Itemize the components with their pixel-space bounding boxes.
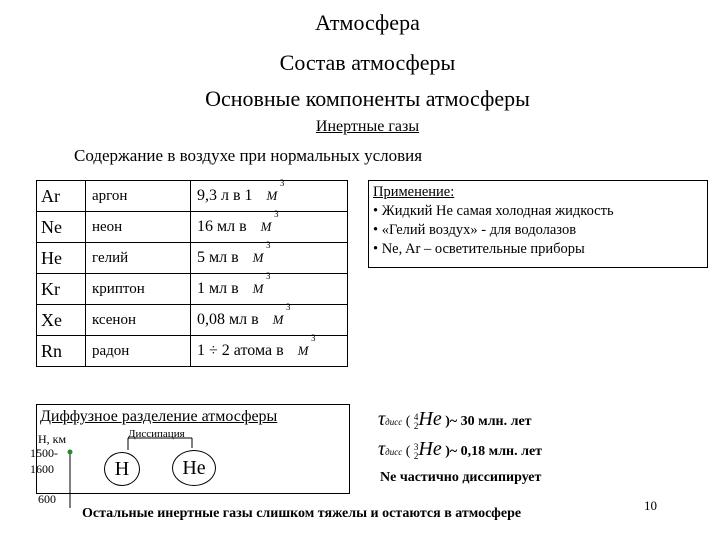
footer-note: Остальные инертные газы слишком тяжелы и остаются в атмосфере [82, 506, 522, 521]
tau-symbol: τ [378, 408, 386, 430]
mass-number: 3 [413, 441, 419, 452]
usage-item: • «Гелий воздух» - для водолазов [373, 222, 577, 238]
gas-amount-cell [191, 271, 348, 305]
usage-title [373, 183, 703, 202]
atomic-number: 2 [413, 420, 419, 431]
unit-letter: М [272, 312, 284, 327]
unit-exponent: 3 [274, 209, 279, 219]
gas-amount: 1 ÷ 2 атома в [197, 342, 284, 359]
gas-row [37, 181, 348, 212]
atomic-number: 2 [413, 450, 419, 461]
title-main-components: Основные компоненты атмосферы [205, 86, 530, 111]
gas-amount-cell [191, 240, 348, 274]
he-formula: He [418, 408, 442, 430]
tick-600: 600 [38, 492, 56, 506]
usage-box [368, 180, 708, 268]
axis-label: H, км [38, 432, 67, 446]
he-formula: He [418, 438, 442, 460]
unit-letter: М [260, 219, 272, 234]
unit-letter: М [252, 250, 264, 265]
unit-letter: М [252, 281, 264, 296]
title-composition: Состав атмосферы [279, 50, 456, 75]
unit-exponent: 3 [279, 178, 285, 188]
gas-table [36, 180, 348, 367]
ne-note: Ne частично диссипирует [380, 470, 542, 485]
gas-amount: 1 мл в [197, 280, 239, 297]
gas-name: гелий [86, 243, 191, 274]
gas-symbol: Ne [37, 212, 86, 243]
gas-amount: 16 мл в [197, 218, 247, 235]
gas-name: аргон [86, 181, 191, 212]
gas-row [37, 212, 348, 243]
gas-name: радон [86, 336, 191, 367]
subtitle-inert-gases [0, 118, 720, 136]
diffusion-title [40, 408, 277, 426]
cubic-meter-unit [252, 240, 271, 266]
dissipation-label: Диссипация [128, 428, 185, 440]
usage-title-text: Применение: [373, 184, 455, 200]
mass-number: 4 [413, 411, 419, 422]
gas-amount: 0,08 мл в [197, 311, 259, 328]
page-number: 10 [644, 498, 657, 513]
gas-name: ксенон [86, 305, 191, 336]
gas-amount-cell [191, 302, 348, 336]
subtitle-text: Инертные газы [315, 118, 420, 135]
gas-name: криптон [86, 274, 191, 305]
tau-he4: τдисс ( 4 2He )~ 30 млн. лет [378, 408, 532, 431]
gas-symbol: Rn [37, 336, 86, 367]
tau-subscript: дисс [385, 417, 403, 427]
cubic-meter-unit [266, 178, 285, 204]
gas-amount-cell [191, 333, 348, 367]
gas-amount-cell [191, 178, 348, 212]
tick-1500: 1500- [30, 446, 58, 460]
unit-letter: М [297, 343, 309, 358]
gas-symbol: He [37, 243, 86, 274]
usage-item: • Жидкий He самая холодная жидкость [373, 203, 614, 219]
usage-item: • Ne, Ar – осветительные приборы [373, 241, 585, 257]
he-circle: He [172, 450, 216, 486]
axis-marker [68, 450, 73, 455]
gas-amount-cell [191, 209, 348, 243]
cubic-meter-unit [272, 302, 291, 328]
gas-row [37, 336, 348, 367]
cubic-meter-unit [252, 271, 271, 297]
tau-value-2: )~ 0,18 млн. лет [445, 444, 543, 459]
tau-symbol: τ [378, 438, 386, 460]
tick-1600: 1600 [30, 462, 54, 476]
gas-symbol: Ar [37, 181, 86, 212]
caption-content: Содержание в воздухе при нормальных условия [74, 146, 423, 165]
unit-exponent: 3 [286, 302, 291, 312]
title-atmosphere: Атмосфера [315, 10, 420, 35]
gas-row [37, 243, 348, 274]
unit-exponent: 3 [266, 240, 271, 250]
unit-letter: М [266, 188, 278, 203]
gas-row [37, 274, 348, 305]
gas-symbol: Kr [37, 274, 86, 305]
tau-value-1: )~ 30 млн. лет [445, 414, 532, 429]
diffusion-title-text: Диффузное разделение атмосферы [40, 408, 278, 425]
tau-he3: τдисс ( 3 2He )~ 0,18 млн. лет [378, 438, 543, 461]
unit-exponent: 3 [266, 271, 271, 281]
gas-name: неон [86, 212, 191, 243]
unit-exponent: 3 [310, 333, 316, 343]
cubic-meter-unit [260, 209, 279, 235]
h-circle: H [104, 452, 140, 486]
gas-row [37, 305, 348, 336]
cubic-meter-unit [297, 333, 316, 359]
gas-amount: 9,3 л в 1 [197, 187, 253, 204]
gas-symbol: Xe [37, 305, 86, 336]
tau-subscript: дисс [385, 447, 403, 457]
gas-amount: 5 мл в [197, 249, 239, 266]
